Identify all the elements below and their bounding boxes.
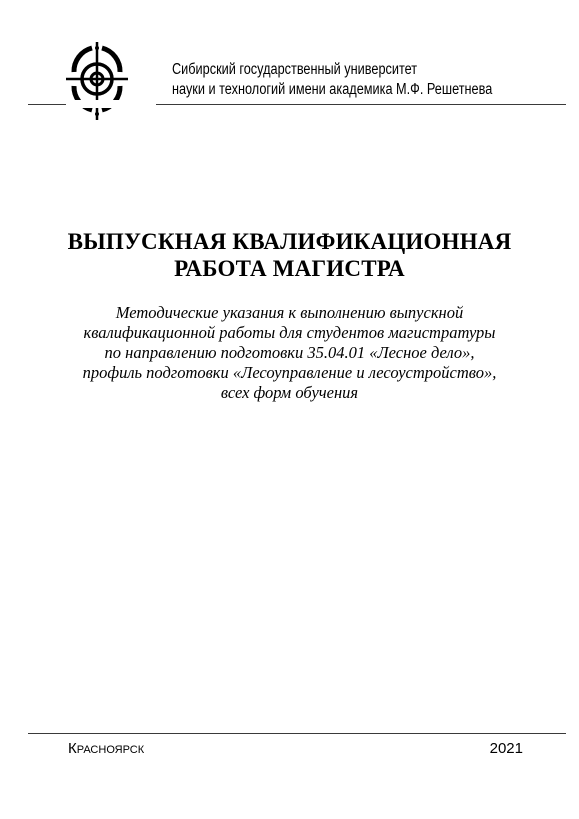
document-subtitle-line-2: квалификационной работы для студентов магистратуры — [83, 323, 496, 342]
document-title — [0, 228, 579, 282]
university-emblem-icon — [66, 42, 128, 120]
document-subtitle-line-5: всех форм обучения — [220, 383, 359, 402]
header-rule-gap — [66, 100, 156, 108]
document-title-line-1: ВЫПУСКНАЯ КВАЛИФИКАЦИОННАЯ — [67, 229, 512, 254]
university-name-line-1: Сибирский государственный университет — [172, 61, 418, 78]
footer-rule — [28, 733, 566, 734]
document-subtitle-line-1: Методические указания к выполнению выпускной — [115, 303, 464, 322]
publication-year: 2021 — [489, 740, 523, 757]
university-name — [172, 60, 492, 100]
document-title-line-2: РАБОТА МАГИСТРА — [174, 256, 405, 281]
document-subtitle-line-3: по направлению подготовки 35.04.01 «Лесное дело», — [104, 343, 475, 362]
document-subtitle-line-4: профиль подготовки «Лесоуправление и лесоустройство», — [82, 363, 497, 382]
university-name-line-2: науки и технологий имени академика М.Ф. Решетнева — [172, 81, 493, 98]
publication-city: Красноярск — [68, 740, 145, 757]
document-subtitle — [0, 303, 579, 403]
